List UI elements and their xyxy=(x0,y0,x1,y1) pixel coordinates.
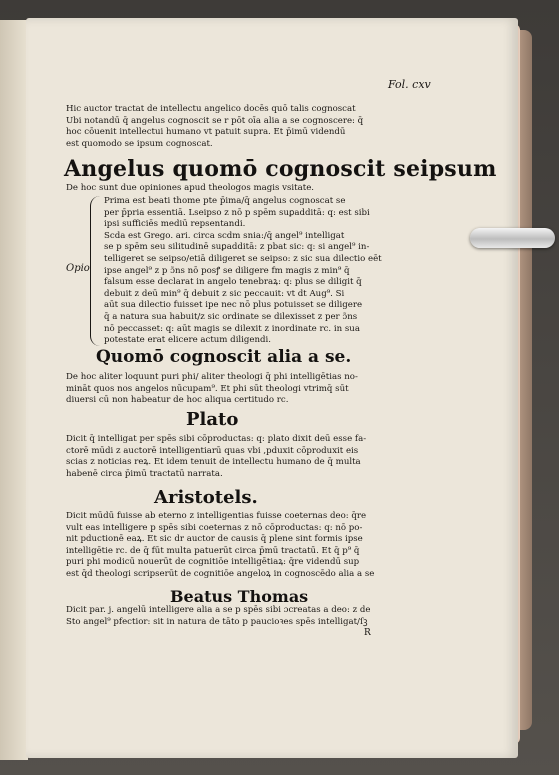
text-line: habenē circa p̄imū tractatū narrata. xyxy=(66,468,223,479)
text-line: nit pductionē eaꝝ. Et sic dr auctor de causis q̄ plene sint formis ipse xyxy=(66,534,363,545)
paragraph-aristotels xyxy=(66,511,406,581)
paragraph-2 xyxy=(66,372,406,407)
text-line: est quomodo se ipsum cognoscat. xyxy=(66,138,213,149)
margin-note: Opio xyxy=(66,263,90,274)
text-line: potestate erat elicere actum diligendi. xyxy=(104,335,272,346)
text-line: puri phi modicū nouerūt de cognitiōe intelligētiaꝝ: q̄re videndū sup xyxy=(66,557,360,568)
text-line: Ubi notandū q̄ angelus cognoscit se r pōt oīa alia a se cognoscere: q̄ xyxy=(66,115,364,126)
heading-plato: Plato xyxy=(186,409,239,430)
text-line: De hoc aliter loquunt puri phi/ aliter theologi q̄ phi intelligētias no- xyxy=(66,372,358,382)
text-line: Sto angel⁹ pfectior: sit in natura de tāto p paucioꝛes spēs intelligat/ſꝫ xyxy=(66,616,368,627)
text-line: falsum esse declarat in angelo tenebraꝝ: q: plus se diligit q̄ xyxy=(104,277,362,288)
heading-sub: De hoc sunt due opiniones apud theologos magis vsitate. xyxy=(66,183,315,193)
text-line: debuit z deū min⁹ q̄ debuit z sic peccauit: vt dt Aug⁹. Si xyxy=(104,288,345,299)
text-line: q̄ a natura sua habuit/z sic ordinate se dilexisset z per ɔ̃ns xyxy=(104,311,358,322)
text-line: Prima est beati thome pte p̄ima/q̄ angelus cognoscat se xyxy=(104,196,346,206)
paragraph-thomas xyxy=(66,605,406,628)
text-line: Hic auctor tractat de intellectu angelico docēs quō talis cognoscat xyxy=(66,104,356,114)
text-line: ctorē mūdi z auctorē intelligentiarū quas vbi ,pduxit cōproduxit eis xyxy=(66,445,359,456)
paragraph-plato xyxy=(66,434,406,480)
text-line: est q̄d theologi scripserūt de cognitiōe angeloꝝ in cognoscēdo alia a se xyxy=(66,568,375,579)
text-line: ipsi sufficiēs mediū repsentandi. xyxy=(104,219,246,230)
text-line: Dicit par. j. angelū intelligere alia a se p spēs sibi ɔcreatas a deo: z de xyxy=(66,605,371,615)
text-line: mināt quos nos angelos nūcupam⁹. Et phi sūt theologi vtrimq̄ sūt xyxy=(66,383,349,394)
text-line: ipse angel⁹ z p ɔ̃ns nō posꝭ se diligere fm magis z min⁹ q̄ xyxy=(104,265,350,276)
text-line: se p spēm seu silitudinē suꝑadditā: z pbat sic: q: si angel⁹ in- xyxy=(104,242,370,253)
text-line: hoc cōuenit intellectui humano vt patuit supra. Et p̄imū videndū xyxy=(66,127,346,138)
text-line: per p̄pria essentiā. Lseipso z nō p spēm suꝑadditā: q: est sibi xyxy=(104,207,370,218)
left-page-edge xyxy=(0,20,28,760)
text-line: Scda est Grego. ari. circa scdm snia:/q̄ angel⁹ intelligat xyxy=(104,230,345,241)
text-line: aūt sua dilectio fuisset ipe nec nō plus potuisset se diligere xyxy=(104,300,363,311)
text-line: nō peccasset: q: aūt magis se dilexit z inordinate rc. in sua xyxy=(104,323,360,334)
text-line: scias z noticias reꝝ. Et idem tenuit de intellectu humano de q̄ multa xyxy=(66,457,361,468)
text-line: intelligētie rc. de q̄ fūt multa patuerūt circa p̄mū tractatū. Et q̄ p⁹ q̄ xyxy=(66,545,360,556)
page-clip xyxy=(470,228,555,248)
text-line: diuersi cū non habeatur de hoc aliqua certitudo rc. xyxy=(66,395,289,406)
text-line: Dicit q̄ intelligat per spēs sibi cōproductas: q: plato dixit deū esse fa- xyxy=(66,434,367,444)
signature-mark: R xyxy=(364,628,371,638)
text-line: Dicit mūdū fuisse ab eterno z intelligentias fuisse coeternas deo: q̄re xyxy=(66,511,367,521)
heading-angelus: Angelus quomō cognoscit seipsum xyxy=(64,156,497,182)
folio-number: Fol. cxv xyxy=(388,78,431,91)
text-line: vult eas intelligere p spēs sibi coeternas z nō cōproductas: q: nō po- xyxy=(66,522,363,533)
heading-beatus-thomas: Beatus Thomas xyxy=(170,587,309,606)
heading-aristotels: Aristotels. xyxy=(154,487,258,508)
intro-paragraph xyxy=(66,104,406,150)
text-line: telligeret se seipso/etiā diligeret se seipso: z sic sua dilectio eēt xyxy=(104,253,382,264)
heading-quomodo: Quomō cognoscit alia a se. xyxy=(96,347,352,367)
brace xyxy=(90,196,101,346)
opinions-paragraph xyxy=(104,196,404,347)
